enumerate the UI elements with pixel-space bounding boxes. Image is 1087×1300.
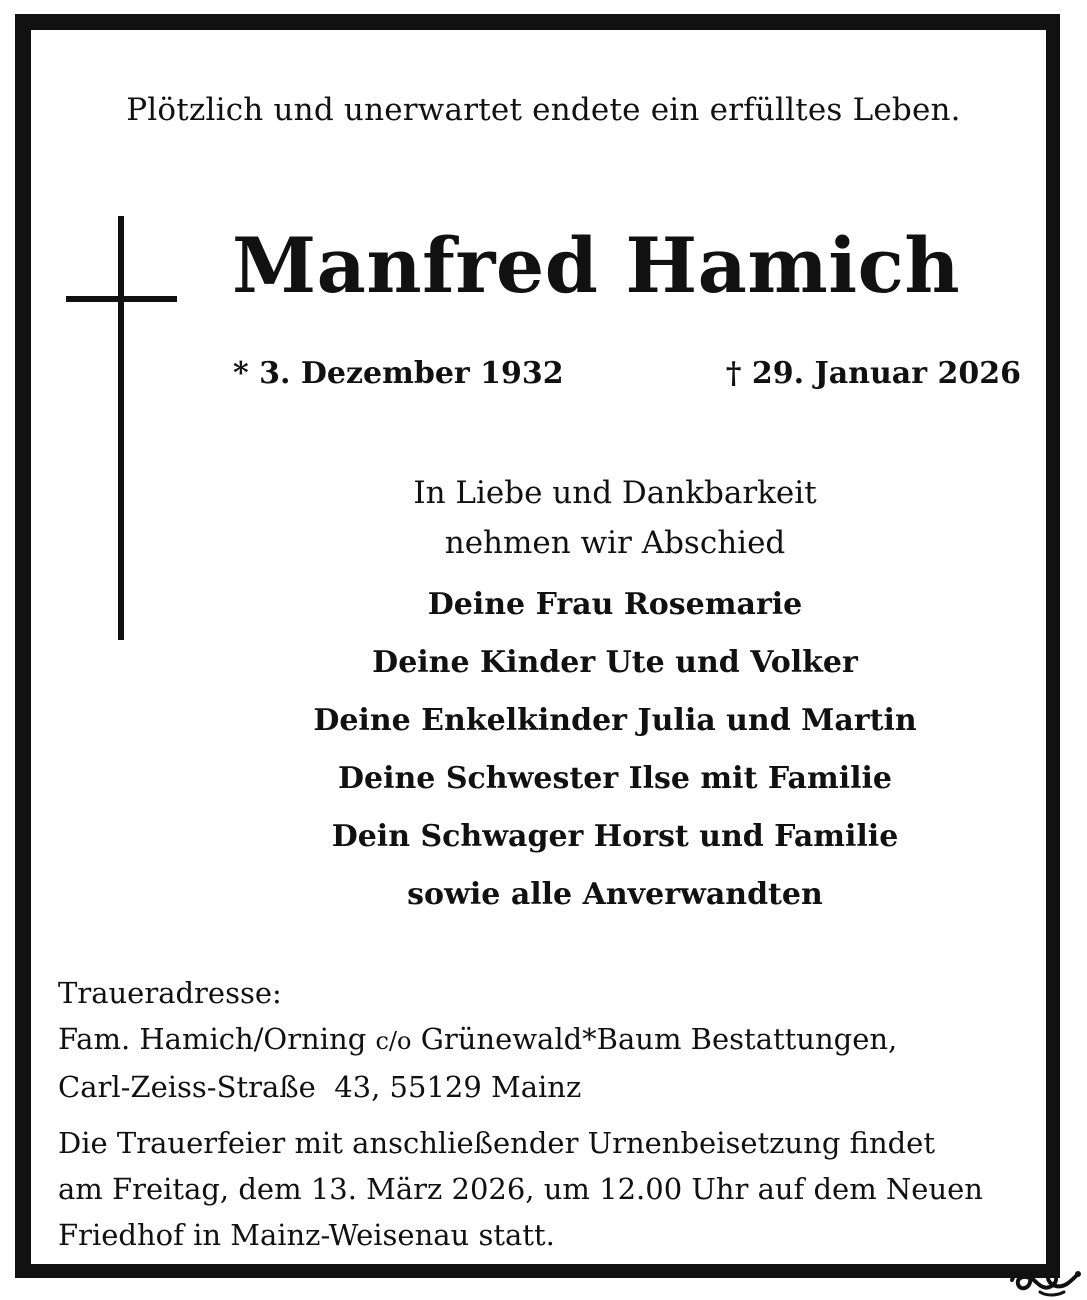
ceremony-line-1: Die Trauerfeier mit anschließender Urnenbeisetzung findet — [58, 1126, 935, 1160]
mourner-line: Deine Schwester Ilse mit Familie — [338, 761, 892, 796]
cross-horizontal-bar — [66, 296, 177, 302]
ceremony-line-3: Friedhof in Mainz-Weisenau statt. — [58, 1218, 555, 1252]
address-care-of: c/o — [375, 1027, 412, 1055]
address-line-1 — [58, 1016, 1058, 1064]
mourner-line: sowie alle Anverwandten — [407, 877, 823, 912]
ornament-logo-icon — [1006, 1262, 1086, 1298]
farewell-line-2: nehmen wir Abschied — [444, 525, 786, 561]
intro-line: Plötzlich und unerwartet endete ein erfülltes Leben. — [126, 92, 961, 128]
mourners-list — [200, 576, 1030, 924]
mourning-address — [58, 970, 1058, 1110]
ceremony-line-2: am Freitag, dem 13. März 2026, um 12.00 Uhr auf dem Neuen — [58, 1172, 983, 1206]
farewell-text — [200, 468, 1030, 568]
address-family: Fam. Hamich/Orning — [58, 1022, 367, 1056]
farewell-line-1: In Liebe und Dankbarkeit — [413, 475, 817, 511]
mourner-line: Deine Frau Rosemarie — [427, 587, 803, 622]
death-date: † 29. Januar 2026 — [725, 356, 1021, 391]
cross-vertical-bar — [118, 216, 124, 640]
mourner-line: Dein Schwager Horst und Familie — [331, 819, 899, 854]
ceremony-info — [58, 1120, 1058, 1258]
address-undertaker: Grünewald*Baum Bestattungen, — [420, 1022, 898, 1056]
deceased-name: Manfred Hamich — [232, 221, 961, 310]
mourner-line: Deine Kinder Ute und Volker — [372, 645, 858, 680]
birth-date: * 3. Dezember 1932 — [233, 356, 564, 391]
address-line-2: Carl-Zeiss-Straße 43, 55129 Mainz — [58, 1070, 582, 1104]
mourner-line: Deine Enkelkinder Julia und Martin — [313, 703, 917, 738]
address-label: Traueradresse: — [58, 976, 282, 1010]
